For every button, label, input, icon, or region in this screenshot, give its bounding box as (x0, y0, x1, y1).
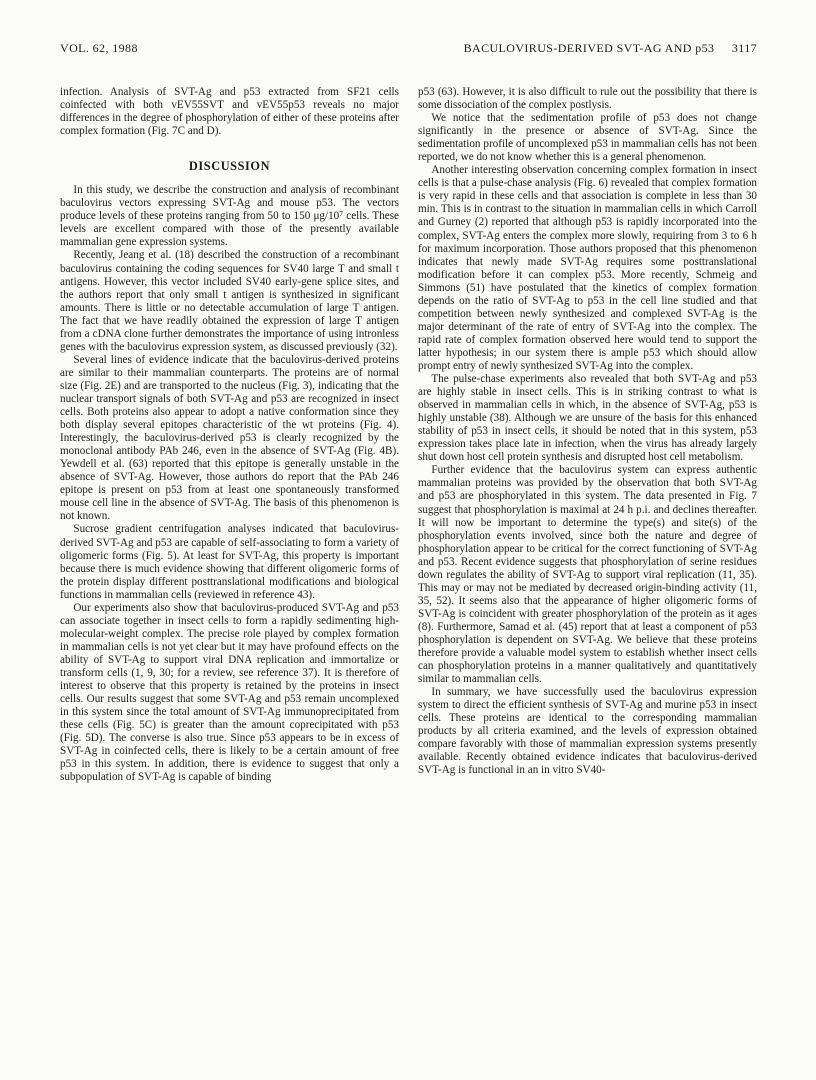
discussion-paragraph: We notice that the sedimentation profile of p53 does not change significantly in the presence or absence of SVT-Ag. Since the sedimentation profile of uncomplexed p53 in mammalian cells has not been reported, we do not know whether this is a general phenomenon. (418, 112, 757, 164)
discussion-paragraph: In summary, we have successfully used the baculovirus expression system to direct the efficient synthesis of SVT-Ag and murine p53 in insect cells. These proteins are identical to the corresponding mammalian products by all criteria examined, and the levels of expression obtained compare favorably with those of mammalian expression systems presently available. Recently obtained evidence indicates that baculovirus-derived SVT-Ag is functional in an in vitro SV40- (418, 686, 757, 777)
running-title: BACULOVIRUS-DERIVED SVT-AG AND p53 (463, 41, 715, 55)
right-column (418, 86, 757, 777)
discussion-paragraph: Further evidence that the baculovirus system can express authentic mammalian proteins was provided by the observation that both SVT-Ag and p53 are phosphorylated in this system. The data presented in Fig. 7 suggest that phosphorylation is maximal at 24 h p.i. and declines thereafter. It will now be important to determine the type(s) and site(s) of the phosphorylation events involved, since both the nature and degree of phosphorylation appear to be critical for the correct functioning of SVT-Ag and p53. Recent evidence suggests that phosphorylation of serine residues down regulates the ability of SVT-Ag to support viral replication (11, 35). This may or may not be mediated by decreased origin-binding activity (11, 35, 52). It seems also that the appearance of higher oligomeric forms of SVT-Ag is coincident with greater phosphorylation of the protein as it ages (8). Furthermore, Samad et al. (45) report that at least a component of p53 phosphorylation is dependent on SVT-Ag. We believe that these proteins therefore provide a valuable model system to establish whether insect cells can phosphorylation proteins in a manner qualitatively and quantitatively similar to mammalian cells. (418, 464, 757, 686)
discussion-continuation-paragraph: p53 (63). However, it is also difficult to rule out the possibility that there is some dissociation of the complex postlysis. (418, 86, 757, 112)
results-continuation-paragraph: infection. Analysis of SVT-Ag and p53 extracted from SF21 cells coinfected with both vEV55SVT and vEV55p53 reveals no major differences in the degree of phosphorylation of either of these proteins after complex formation (Fig. 7C and D). (60, 86, 399, 138)
running-header (60, 38, 757, 58)
page-number: 3117 (731, 41, 757, 55)
discussion-paragraph: Several lines of evidence indicate that the baculovirus-derived proteins are similar to their mammalian counterparts. The proteins are of normal size (Fig. 2E) and are transported to the nucleus (Fig. 3), indicating that the nuclear transport signals of both SVT-Ag and p53 are recognized in insect cells. Both proteins also appear to adopt a native conformation since they both display several epitopes characteristic of the wt proteins (Fig. 4). Interestingly, the baculovirus-derived p53 is clearly recognized by the monoclonal antibody PAb 246, even in the absence of SVT-Ag (Fig. 4B). Yewdell et al. (63) reported that this epitope is generally unstable in the absence of SVT-Ag. However, those authors do report that the PAb 246 epitope is present on p53 from at least one spontaneously transformed mouse cell line in the absence of SVT-Ag. The basis of this phenomenon is not known. (60, 353, 399, 523)
left-column (60, 86, 399, 784)
discussion-paragraph: Sucrose gradient centrifugation analyses indicated that baculovirus-derived SVT-Ag and p53 are capable of self-associating to form a variety of oligomeric forms (Fig. 5). At least for SVT-Ag, this property is important because there is much evidence showing that different oligomeric forms of the protein display different posttranslational modifications and biological functions in mammalian cells (reviewed in reference 43). (60, 523, 399, 601)
discussion-paragraph: In this study, we describe the construction and analysis of recombinant baculovirus vectors expressing SVT-Ag and mouse p53. The vectors produce levels of these proteins ranging from 50 to 150 μg/10⁷ cells. These levels are excellent compared with those of the presently available mammalian gene expression systems. (60, 184, 399, 249)
discussion-paragraph: Another interesting observation concerning complex formation in insect cells is that a pulse-chase analysis (Fig. 6) revealed that complex formation is very rapid in these cells and that association is complete in less than 30 min. This is in contrast to the situation in mammalian cells in which Carroll and Gurney (2) reported that although p53 is rapidly incorporated into the complex, SVT-Ag enters the complex more slowly, requiring from 3 to 6 h for maximum incorporation. Those authors proposed that this phenomenon indicates that newly made SVT-Ag requires some posttranslational modification before it can complex p53. More recently, Schmeig and Simmons (51) have postulated that the kinetics of complex formation depends on the ratio of SVT-Ag to p53 in the cell line studied and that competition between newly synthesized and complexed SVT-Ag is the major determinant of the rate of entry of SVT-Ag into the complex. The rapid rate of complex formation observed here would tend to support the latter hypothesis; in our system there is ample p53 which should allow prompt entry of newly synthesized SVT-Ag into the complex. (418, 164, 757, 372)
journal-volume: VOL. 62, 1988 (60, 41, 138, 55)
discussion-paragraph: Our experiments also show that baculovirus-produced SVT-Ag and p53 can associate together in insect cells to form a rapidly sedimenting high-molecular-weight complex. The precise role played by complex formation in mammalian cells is not yet clear but it may have profound effects on the ability of SVT-Ag to support viral DNA replication and immortalize or transform cells (1, 9, 30; for a review, see reference 37). It is therefore of interest to observe that this property is retained by the proteins in insect cells. Our results suggest that some SVT-Ag and p53 remain uncomplexed in this system since the total amount of SVT-Ag immunoprecipitated from these cells (Fig. 5C) is greater than the amount coprecipitated with p53 (Fig. 5D). The converse is also true. Since p53 appears to be in excess of SVT-Ag in coinfected cells, there is likely to be a certain amount of free p53 in this system. In addition, there is evidence to suggest that only a subpopulation of SVT-Ag is capable of binding (60, 601, 399, 784)
discussion-paragraph: The pulse-chase experiments also revealed that both SVT-Ag and p53 are highly stable in insect cells. This is in striking contrast to what is observed in mammalian cells in which, in the absence of SVT-Ag, p53 is highly unstable (38). Although we are unsure of the basis for this enhanced stability of p53 in insect cells, it should be noted that in this system, p53 expression takes place late in infection, when the virus has already largely shut down host cell protein synthesis and disrupted host cell metabolism. (418, 373, 757, 464)
header-right (464, 41, 757, 56)
discussion-paragraph: Recently, Jeang et al. (18) described the construction of a recombinant baculovirus containing the coding sequences for SV40 large T and small t antigens. However, this vector included SV40 early-gene splice sites, and the authors report that only small t antigen is synthesized in significant amounts. There is little or no detectable accumulation of large T antigen. The fact that we have readily obtained the expression of large T antigen from a cDNA clone further demonstrates the importance of using intronless genes with the baculovirus expression system, as discussed previously (32). (60, 249, 399, 353)
section-heading-discussion: DISCUSSION (188, 159, 271, 174)
